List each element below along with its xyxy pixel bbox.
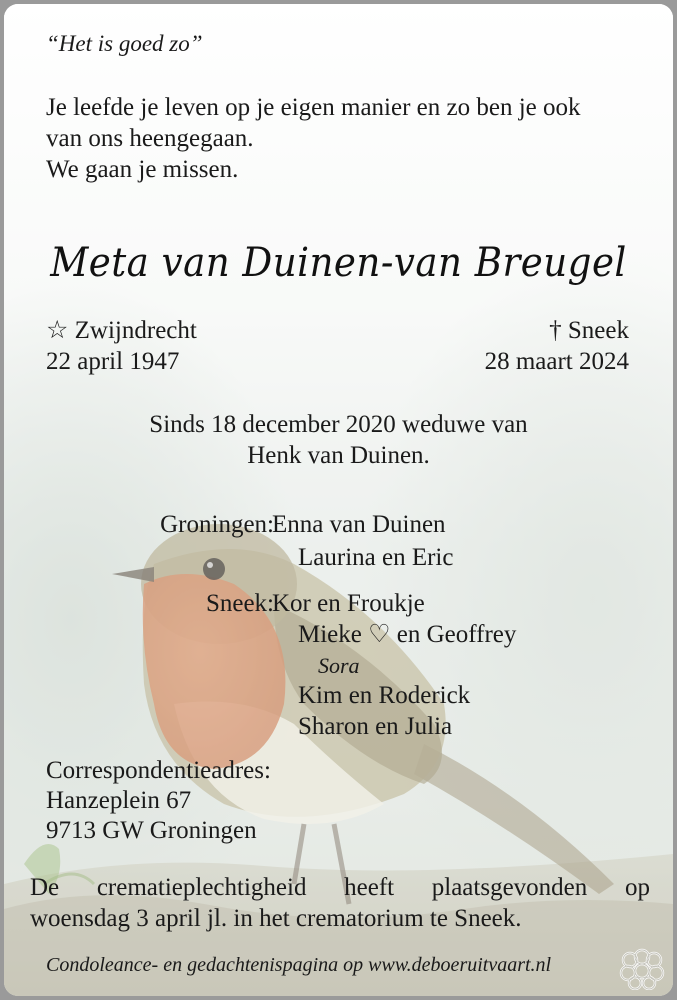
widow-line: Sinds 18 december 2020 weduwe van bbox=[149, 411, 528, 438]
cremation-line: woensdag 3 april jl. in het crematorium te Sneek. bbox=[30, 905, 522, 932]
intro-line: We gaan je missen. bbox=[46, 156, 239, 183]
family-member: Kim en Roderick bbox=[298, 682, 471, 709]
address-line: Correspondentieadres: bbox=[46, 757, 271, 784]
family-member-grandchild: Sora bbox=[318, 653, 360, 678]
birth-place: ☆ Zwijndrecht bbox=[46, 317, 197, 344]
quote: “Het is goed zo” bbox=[46, 31, 203, 56]
family-member: Sharon en Julia bbox=[298, 713, 453, 740]
family-member: Enna van Duinen bbox=[272, 511, 446, 538]
cremation-word: De bbox=[30, 874, 60, 901]
address-line: 9713 GW Groningen bbox=[46, 817, 257, 844]
cremation-line bbox=[30, 872, 650, 903]
intro-line: van ons heengegaan. bbox=[46, 125, 254, 152]
obituary-text-layer bbox=[4, 4, 673, 996]
correspondence-address bbox=[46, 756, 271, 846]
cremation-word: plaatsgevonden bbox=[431, 874, 588, 901]
cremation-word: crematieplechtigheid bbox=[96, 874, 307, 901]
widow-line: Henk van Duinen. bbox=[247, 442, 430, 469]
intro-text bbox=[46, 92, 581, 185]
heart-wreath-logo-icon bbox=[618, 948, 666, 990]
death-place: † Sneek bbox=[549, 317, 629, 344]
cremation-notice bbox=[30, 872, 650, 934]
cremation-word: heeft bbox=[344, 874, 395, 901]
condolence-footer: Condoleance- en gedachtenispagina op www.deboeruitvaart.nl bbox=[46, 954, 552, 976]
cremation-word: op bbox=[624, 874, 650, 901]
widow-notice bbox=[4, 409, 673, 471]
deceased-name: Meta van Duinen-van Breugel bbox=[50, 240, 627, 286]
family-member: Laurina en Eric bbox=[298, 544, 454, 571]
family-member: Kor en Froukje bbox=[272, 590, 425, 617]
death-info bbox=[485, 315, 629, 377]
address-line: Hanzeplein 67 bbox=[46, 787, 192, 814]
obituary-card bbox=[4, 4, 673, 996]
death-date: 28 maart 2024 bbox=[484, 348, 629, 375]
birth-info bbox=[46, 315, 197, 377]
family-city-groningen: Groningen: bbox=[160, 511, 274, 538]
family-member: Mieke ♡ en Geoffrey bbox=[298, 621, 517, 648]
family-city-sneek: Sneek: bbox=[205, 590, 274, 617]
birth-date: 22 april 1947 bbox=[46, 348, 180, 375]
intro-line: Je leefde je leven op je eigen manier en zo ben je ook bbox=[46, 94, 581, 121]
